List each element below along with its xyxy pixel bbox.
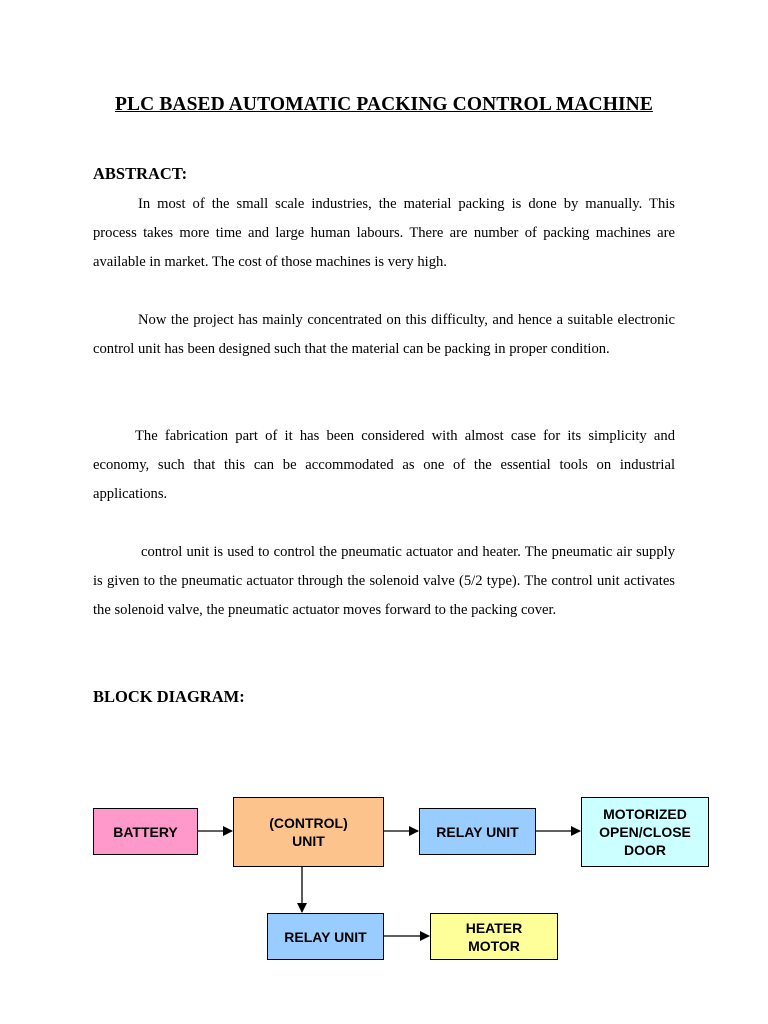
battery-block: BATTERY xyxy=(93,808,198,855)
document-title: PLC BASED AUTOMATIC PACKING CONTROL MACHINE xyxy=(115,94,653,115)
abstract-heading: ABSTRACT: xyxy=(93,164,188,183)
heater-motor-block: HEATER MOTOR xyxy=(430,913,558,960)
paragraph-intro: In most of the small scale industries, the material packing is done by manually. This process takes more time and large human labours. There are number of packing machines are available in market. The cost of those machines is very high. xyxy=(93,196,675,270)
motorized-door-block: MOTORIZED OPEN/CLOSE DOOR xyxy=(581,797,709,867)
control-unit-block: (CONTROL) UNIT xyxy=(233,797,384,867)
relay-unit-bottom-block: RELAY UNIT xyxy=(267,913,384,960)
paragraph-control-unit: control unit is used to control the pneumatic actuator and heater. The pneumatic air supply is given to the pneumatic actuator through the solenoid valve (5/2 type). The control unit activates the solenoid valve, the pneumatic actuator moves forward to the packing cover. xyxy=(93,544,675,618)
paragraph-fabrication: The fabrication part of it has been considered with almost case for its simplicity and economy, such that this can be accommodated as one of the essential tools on industrial applications. xyxy=(93,428,675,502)
relay-unit-top-block: RELAY UNIT xyxy=(419,808,536,855)
paragraph-project: Now the project has mainly concentrated on this difficulty, and hence a suitable electronic control unit has been designed such that the material can be packing in proper condition. xyxy=(93,312,675,357)
block-diagram-heading: BLOCK DIAGRAM: xyxy=(93,687,245,706)
